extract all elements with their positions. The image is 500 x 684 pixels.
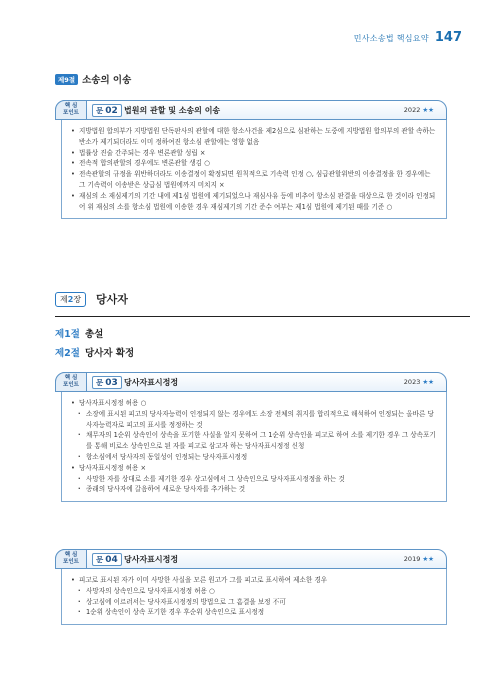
section-title: 당사자 확정: [84, 348, 135, 359]
card-body: [61, 569, 447, 625]
card-header: [55, 549, 447, 569]
key-point-card: [55, 372, 447, 502]
question-number: 문 03: [92, 376, 122, 389]
card-title: 당사자표시정정: [124, 377, 179, 387]
running-header-subject: 민사소송법 핵심요약: [353, 34, 429, 43]
bullet-list: [70, 398, 436, 495]
bullet-item: • 재심의 소 재심제기의 기간 내에 제1심 법원에 제기되었으나 재심사유 등에 비추어 항소심 판결을 대상으로 한 것이라 인정되어 위 재심의 소를 항소심 법원에 이송한 경우 재심제기의 기간 준수 여부는 제1심 법원에 제기된 때를 기준 ○: [70, 191, 436, 213]
chapter-badge: 제2장: [55, 292, 86, 307]
running-header: [354, 30, 462, 45]
card-header: [55, 100, 447, 120]
chapter-title: 당사자: [96, 293, 128, 306]
chapter-divider: [55, 316, 470, 317]
bullet-item: • 피고로 표시된 자가 이미 사망한 사실을 모른 원고가 그를 피고로 표시하여 제소한 경우: [70, 575, 436, 586]
section-badge: 제9절: [55, 74, 78, 85]
bullet-item: • 전속관할의 규정을 위반하더라도 이송결정이 확정되면 원칙적으로 기속력 인정 ○, 심급관할위반의 이송결정을 한 경우에는 그 기속력이 이송받은 상급심 법원에까지 미치지 ×: [70, 169, 436, 191]
card-body: [61, 392, 447, 502]
bullet-item: • 법률상 진술 간주되는 경우 변론관할 성립 ×: [70, 148, 436, 159]
section-heading: [55, 345, 134, 359]
key-point-label: 핵 심 포인트: [55, 100, 87, 120]
question-number: 문 02: [92, 104, 122, 117]
card-year: 2019 ★★: [403, 555, 434, 563]
importance-stars: ★★: [422, 378, 434, 386]
section-label: 제2절: [55, 348, 80, 359]
sub-bullet-item: · 상고심에 이르러서는 당사자표시정정의 방법으로 그 흠결을 보정 不可: [70, 597, 436, 608]
sub-bullet-item: · 종래의 당사자에 갈음하여 새로운 당사자를 추가하는 것: [70, 484, 436, 495]
sub-bullet-item: · 항소심에서 당사자의 동일성이 인정되는 당사자표시정정: [70, 452, 436, 463]
sub-bullet-item: · 채무자의 1순위 상속인이 상속을 포기한 사실을 알지 못하여 그 1순위 상속인을 피고로 하여 소를 제기한 경우 그 상속포기를 통해 비로소 상속인으로 된 자를 피고로 삼고자 하는 당사자표시정정 신청: [70, 430, 436, 452]
section-label: 제1절: [55, 329, 80, 340]
bullet-list: [70, 126, 436, 212]
key-point-label: 핵 심 포인트: [55, 372, 87, 392]
key-point-card: [55, 100, 447, 219]
card-body: [61, 120, 447, 219]
bullet-list: [70, 575, 436, 618]
page-number: 147: [434, 30, 462, 45]
key-point-label: 핵 심 포인트: [55, 549, 87, 569]
bullet-item: • 지방법원 합의부가 지방법원 단독판사의 관할에 대한 항소사건을 제2심으로 심판하는 도중에 지방법원 합의부의 관할 속하는 반소가 제기되더라도 이미 정하여진 항소심 관할에는 영향 없음: [70, 126, 436, 148]
sub-bullet-item: · 사망한 자를 상대로 소를 제기한 경우 상고심에서 그 상속인으로 당사자표시정정을 하는 것: [70, 474, 436, 485]
sub-bullet-item: · 1순위 상속인이 상속 포기한 경우 후순위 상속인으로 표시정정: [70, 607, 436, 618]
section-heading: [55, 326, 103, 340]
question-number: 문 04: [92, 553, 122, 566]
card-header: [55, 372, 447, 392]
card-year: 2023 ★★: [403, 378, 434, 386]
importance-stars: ★★: [422, 555, 434, 563]
section-title: 소송의 이송: [82, 75, 132, 86]
bullet-item: • 당사자표시정정 허용 ×: [70, 463, 436, 474]
card-title: 법원의 관할 및 소송의 이송: [124, 105, 221, 115]
sub-bullet-item: · 소장에 표시된 피고의 당사자능력이 인정되지 않는 경우에도 소장 전체의 취지를 합리적으로 해석하여 인정되는 올바른 당사자능력자로 피고의 표시를 정정하는 것: [70, 409, 436, 431]
importance-stars: ★★: [422, 106, 434, 114]
section-heading: [55, 72, 131, 86]
key-point-card: [55, 549, 447, 625]
bullet-item: • 전속적 합의관할의 경우에도 변론관할 생김 ○: [70, 158, 436, 169]
section-title: 총설: [84, 329, 104, 340]
card-title: 당사자표시정정: [124, 554, 179, 564]
card-year: 2022 ★★: [403, 106, 434, 114]
bullet-item: • 당사자표시정정 허용 ○: [70, 398, 436, 409]
sub-bullet-item: · 사망자의 상속인으로 당사자표시정정 허용 ○: [70, 586, 436, 597]
chapter-heading: [55, 291, 128, 307]
